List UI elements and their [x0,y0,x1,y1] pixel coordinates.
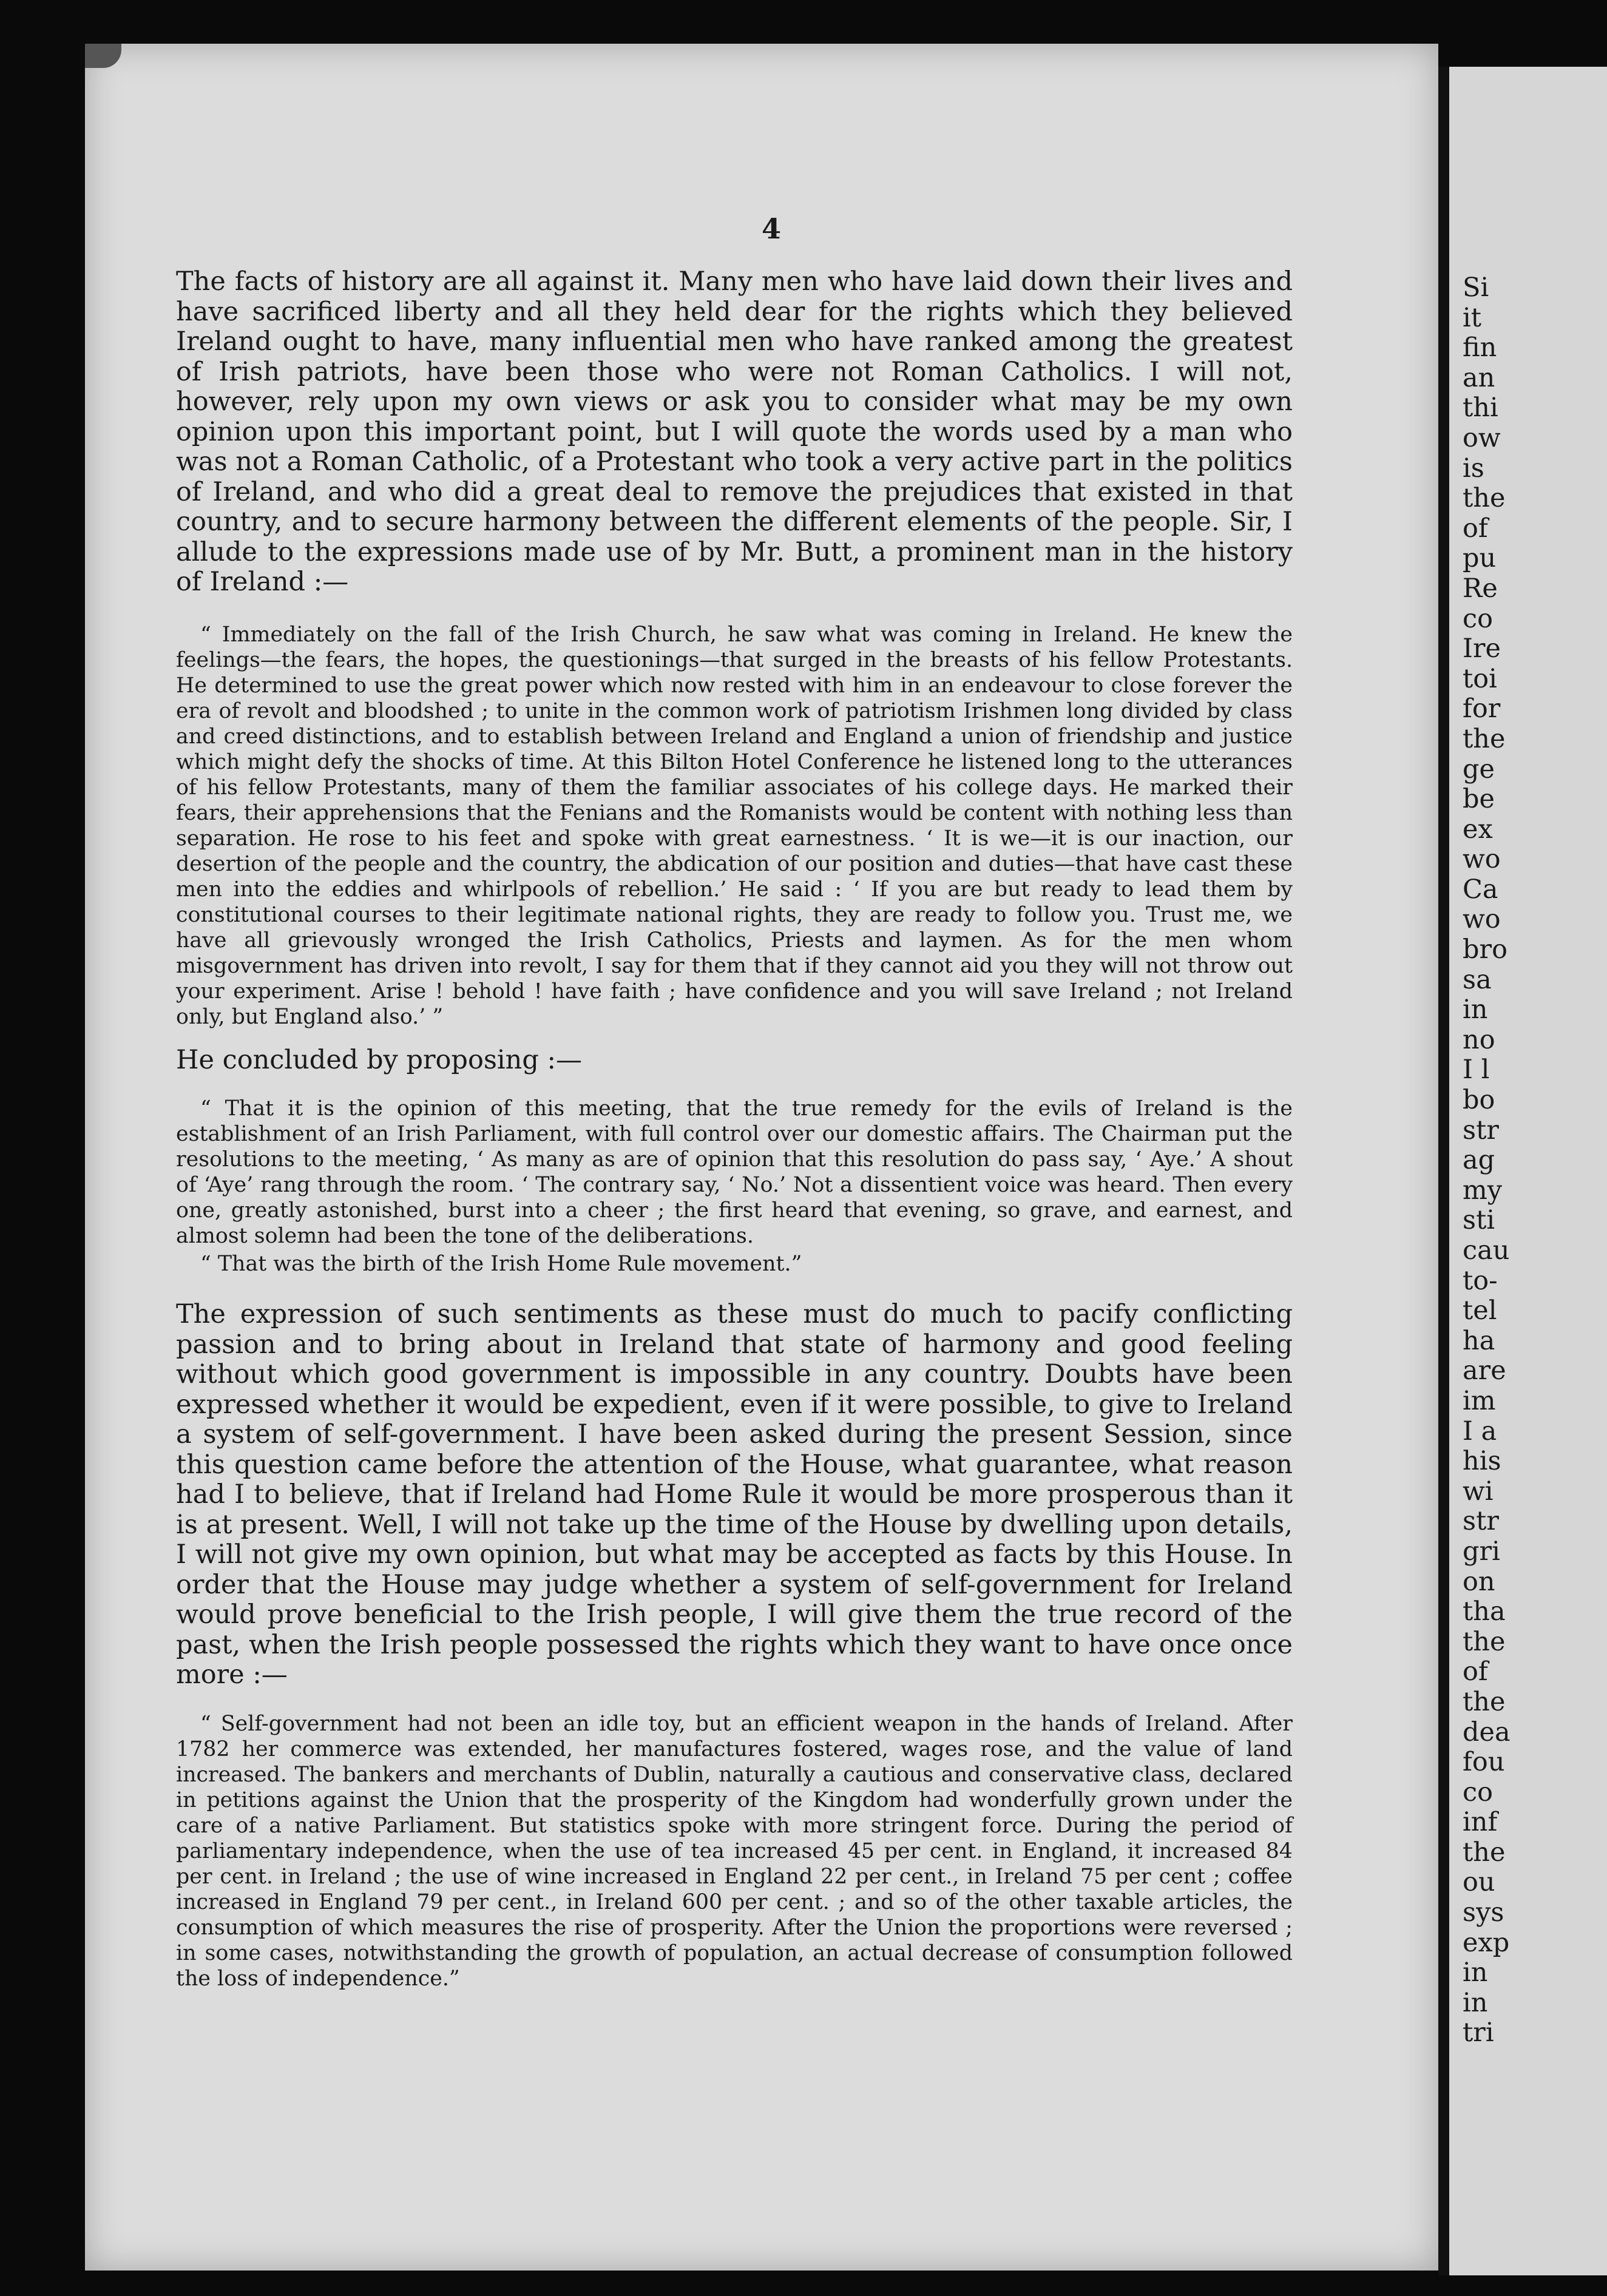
facing-page-line: the [1463,1686,1506,1717]
facing-page-text [1449,273,1607,2048]
facing-page-line: on [1463,1566,1495,1597]
page-number: 4 [762,212,782,245]
facing-page-line: in [1463,1957,1488,1988]
facing-page-line: str [1463,1115,1499,1146]
paragraph-history: The facts of history are all against it. Many men who have laid down their lives and have sacrificed liberty and all they held dear for the rights which they believed Ireland ought to have, many influential men who have ranked among the greatest of Irish patriots, have been those who were not Roman Catholics. I will not, however, rely upon my own views or ask you to consider what may be my own opinion upon this important point, but I will quote the words used by a man who was not a Roman Catholic, of a Protestant who took a very active part in the politics of Ireland, and who did a great deal to remove the prejudices that existed in that country, and to secure harmony between the different elements of the people. Sir, I allude to the expressions made use of by Mr. Butt, a prominent man in the history of Ireland :— [176,266,1293,597]
facing-page-line: in [1463,994,1488,1025]
facing-page-line: wi [1463,1476,1494,1507]
facing-page-line: inf [1463,1807,1498,1838]
facing-page-line: I l [1463,1055,1490,1086]
paragraph-proposal-lead: He concluded by proposing :— [176,1044,583,1075]
facing-page-line: tri [1463,2017,1494,2048]
facing-page-line: Ire [1463,633,1501,664]
facing-page-line: to- [1463,1265,1498,1296]
facing-page-line: Ca [1463,874,1498,905]
facing-page-line: are [1463,1356,1506,1386]
facing-page-line: sti [1463,1205,1495,1236]
facing-page-line: co [1463,1777,1493,1808]
facing-page-line: the [1463,483,1506,514]
facing-page-line: ex [1463,814,1493,845]
facing-page-line: ou [1463,1867,1495,1898]
facing-page-line: ha [1463,1325,1495,1356]
facing-page-line: sys [1463,1897,1504,1928]
facing-page-line: fin [1463,333,1497,363]
facing-page-line: it [1463,302,1482,333]
facing-page-line: the [1463,723,1506,754]
quote-butt-speech: “ Immediately on the fall of the Irish Church, he saw what was coming in Ireland. He knew the feelings—the fears, the hopes, the questionings—that surged in the breasts of his fellow Protestants. He determined to use the great power which now rested with him in an endeavour to close forever the era of revolt and bloodshed ; to unite in the common work of patriotism Irishmen long divided by class and creed distinctions, and to establish between Ireland and England a union of friendship and justice which might defy the shocks of time. At this Bilton Hotel Conference he listened long to the utterances of his fellow Protestants, many of them the familiar associates of his college days. He marked their fears, their apprehensions that the Fenians and the Romanists would be content with nothing less than separation. He rose to his feet and spoke with great earnestness. ‘ It is we—it is our inaction, our desertion of the people and the country, the abdication of our position and duties—that have cast these men into the eddies and whirlpools of rebellion.’ He said : ‘ If you are but ready to lead them by constitutional courses to their legitimate national rights, they are ready to follow you. Trust me, we have all grievously wronged the Irish Catholics, Priests and laymen. As for the men whom misgovernment has driven into revolt, I say for them that if they cannot aid you they will not throw out your experiment. Arise ! behold ! have faith ; have confidence and you will save Ireland ; not Ireland only, but England also.’ ” [176,622,1293,1029]
facing-page-line: gri [1463,1536,1500,1567]
facing-page-line: toi [1463,663,1497,694]
facing-page-line: im [1463,1385,1496,1416]
facing-page-line: no [1463,1024,1495,1055]
facing-page-line: pu [1463,543,1497,574]
quote-home-rule-birth: “ That was the birth of the Irish Home Rule movement.” [200,1252,802,1276]
facing-page-line: dea [1463,1717,1511,1747]
facing-page-line: an [1463,362,1495,393]
quote-resolution: “ That it is the opinion of this meeting, that the true remedy for the evils of Ireland is the establishment of an Irish Parliament, with full control over our domestic affairs. The Chairman put the resolutions to the meeting, ‘ As many as are of opinion that this resolution do pass say, ‘ Aye.’ A shout of ‘Aye’ rang through the room. ‘ The contrary say, ‘ No.’ Not a dissentient voice was heard. Then every one, greatly astonished, burst into a cheer ; the first heard that evening, so grave, and earnest, and almost solemn had been the tone of the deliberations. [176,1096,1293,1248]
facing-page-line: ag [1463,1145,1495,1176]
facing-page-line: ow [1463,422,1501,453]
facing-page-line: str [1463,1506,1499,1537]
facing-page-line: ge [1463,754,1495,785]
facing-page-line: I a [1463,1416,1497,1447]
facing-page [1449,67,1607,2275]
page-gutter [1438,67,1449,2275]
facing-page-line: thi [1463,393,1498,424]
facing-page-line: in [1463,1987,1488,2018]
quote-self-government-record: “ Self-government had not been an idle toy, but an efficient weapon in the hands of Ireland. After 1782 her commerce was extended, her manufactures fostered, wages rose, and the value of land increased. The bankers and merchants of Dublin, naturally a cautious and conservative class, declared in petitions against the Union that the prosperity of the Kingdom had wonderfully grown under the care of a native Parliament. But statistics spoke with more stringent force. During the period of parliamentary independence, when the use of tea increased 45 per cent. in England, it increased 84 per cent. in Ireland ; the use of wine increased in England 22 per cent., in Ireland 75 per cent ; coffee increased in England 79 per cent., in Ireland 600 per cent. ; and so of the other taxable articles, the consumption of which measures the rise of prosperity. After the Union the proportions were reversed ; in some cases, notwithstanding the growth of population, an actual decrease of consumption followed the loss of independence.” [176,1711,1293,1991]
facing-page-line: Re [1463,573,1498,604]
facing-page-line: tel [1463,1295,1497,1326]
facing-page-line: is [1463,453,1484,484]
paragraph-self-government: The expression of such sentiments as these must do much to pacify conflicting passion and to bring about in Ireland that state of harmony and good feeling without which good government is impossible in any country. Doubts have been expressed whether it would be expedient, even if it were possible, to give to Ireland a system of self-government. I have been asked during the present Session, since this question came before the attention of the House, what guarantee, what reason had I to believe, that if Ireland had Home Rule it would be more prosperous than it is at present. Well, I will not take up the time of the House by dwelling upon details, I will not give my own opinion, but what may be accepted as facts by this House. In order that the House may judge whether a system of self-government for Ireland would prove beneficial to the Irish people, I will give them the true record of the past, when the Irish people possessed the rights which they want to have once once more :— [176,1299,1293,1690]
facing-page-line: bro [1463,934,1507,965]
facing-page-line: bo [1463,1085,1495,1116]
facing-page-line: co [1463,603,1493,634]
facing-page-line: Si [1463,272,1489,303]
page-body [176,267,1293,1991]
facing-page-line: tha [1463,1596,1506,1627]
facing-page-line: sa [1463,964,1492,995]
facing-page-line: the [1463,1626,1506,1657]
facing-page-line: his [1463,1446,1501,1477]
facing-page-line: of [1463,513,1488,544]
facing-page-line: be [1463,784,1495,815]
facing-page-line: the [1463,1837,1506,1868]
facing-page-line: of [1463,1656,1488,1687]
facing-page-line: wo [1463,844,1501,875]
facing-page-line: my [1463,1175,1503,1206]
facing-page-line: fou [1463,1747,1505,1778]
facing-page-line: for [1463,694,1501,724]
facing-page-line: cau [1463,1235,1510,1266]
facing-page-line: exp [1463,1927,1510,1958]
facing-page-line: wo [1463,904,1501,935]
